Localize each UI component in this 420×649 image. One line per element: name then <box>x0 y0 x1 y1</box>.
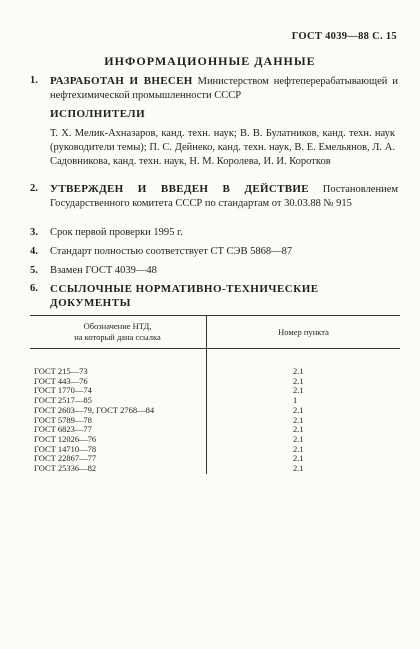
table-header-doc <box>30 316 207 349</box>
page-title: ИНФОРМАЦИОННЫЕ ДАННЫЕ <box>104 54 316 68</box>
item-5-number: 5. <box>30 265 38 276</box>
table-spacer-row <box>30 349 400 368</box>
table-cell-ref: 2.1 <box>293 366 304 376</box>
item-1-number: 1. <box>30 75 38 86</box>
table-cell-doc: ГОСТ 1770—74 <box>30 386 207 396</box>
table-cell-ref: 2.1 <box>293 404 304 415</box>
table-cell-ref: 2.1 <box>293 375 304 386</box>
executors-names: Т. Х. Мелик-Ахназаров, канд. техн. наук; В. В. Булатников, канд. техн. наук (руководители темы); П. С. Дейнеко, канд. техн. наук, В. Е. Емельянов, Л. А. Садовникова, канд. техн. наук, Н. М. Королева, И. И. Коротков <box>50 128 395 167</box>
executors-heading-block <box>30 107 398 121</box>
item-6-text: ССЫЛОЧНЫЕ НОРМАТИВНО-ТЕХНИЧЕСКИЕ ДОКУМЕНТЫ <box>50 283 319 309</box>
table-cell-ref: 2.1 <box>293 414 304 425</box>
table-cell-ref: 2.1 <box>293 443 304 454</box>
item-6-number: 6. <box>30 283 38 294</box>
item-3 <box>30 226 398 240</box>
item-5-text: Взамен ГОСТ 4039—48 <box>50 265 157 276</box>
table-cell-doc: ГОСТ 5789—78 <box>30 416 207 426</box>
table-cell-doc: ГОСТ 2603—79, ГОСТ 2768—84 <box>30 406 207 416</box>
references-table <box>30 315 400 474</box>
item-2-text: Постановлением Государственного комитета СССР по стандартам от 30.03.88 № 915 <box>50 184 398 209</box>
item-2-number: 2. <box>30 183 38 194</box>
item-4-text: Стандарт полностью соответствует СТ СЭВ 5868—87 <box>50 246 293 257</box>
item-3-text: Срок первой проверки 1995 г. <box>50 227 183 238</box>
page-header-code: ГОСТ 4039—88 С. 15 <box>291 31 397 42</box>
table-cell-doc: ГОСТ 12026—76 <box>30 435 207 445</box>
item-5 <box>30 264 398 278</box>
table-cell-ref: 2.1 <box>293 453 304 464</box>
executors-heading: ИСПОЛНИТЕЛИ <box>50 108 146 120</box>
table-row <box>30 464 400 474</box>
table-cell-ref: 2.1 <box>293 463 304 474</box>
item-6 <box>30 282 398 310</box>
table-cell-doc: ГОСТ 443—76 <box>30 377 207 387</box>
item-4-number: 4. <box>30 246 38 257</box>
table-cell-doc: ГОСТ 2517—85 <box>30 396 207 406</box>
item-2-lead: УТВЕРЖДЕН И ВВЕДЕН В ДЕЙСТВИЕ <box>50 183 309 195</box>
table-header-row <box>30 316 400 349</box>
table-cell-doc: ГОСТ 22867—77 <box>30 454 207 464</box>
item-4 <box>30 245 398 259</box>
item-2 <box>30 182 398 211</box>
table-cell-ref: 2.1 <box>293 424 304 435</box>
item-1-text: Министерством нефтеперерабатывающей и нефтехимической промышленности СССР <box>50 76 398 101</box>
table-cell-doc: ГОСТ 25336—82 <box>30 464 207 474</box>
table-cell-ref: 2.1 <box>293 433 304 444</box>
table-body <box>30 349 400 474</box>
item-1 <box>30 74 398 103</box>
table-cell-ref: 1 <box>293 395 298 406</box>
table-cell-doc: ГОСТ 6823—77 <box>30 425 207 435</box>
table-header-doc-line2: на который дана ссылка <box>74 332 161 342</box>
item-3-number: 3. <box>30 227 38 238</box>
table-cell-ref: 2.1 <box>293 385 304 396</box>
table-header-doc-line1: Обозначение НТД, <box>83 321 152 331</box>
item-1-lead: РАЗРАБОТАН И ВНЕСЕН <box>50 75 193 87</box>
table-cell-doc: ГОСТ 14710—78 <box>30 445 207 455</box>
table-header-ref: Номер пункта <box>207 316 401 349</box>
table-cell-doc: ГОСТ 215—73 <box>30 367 207 377</box>
